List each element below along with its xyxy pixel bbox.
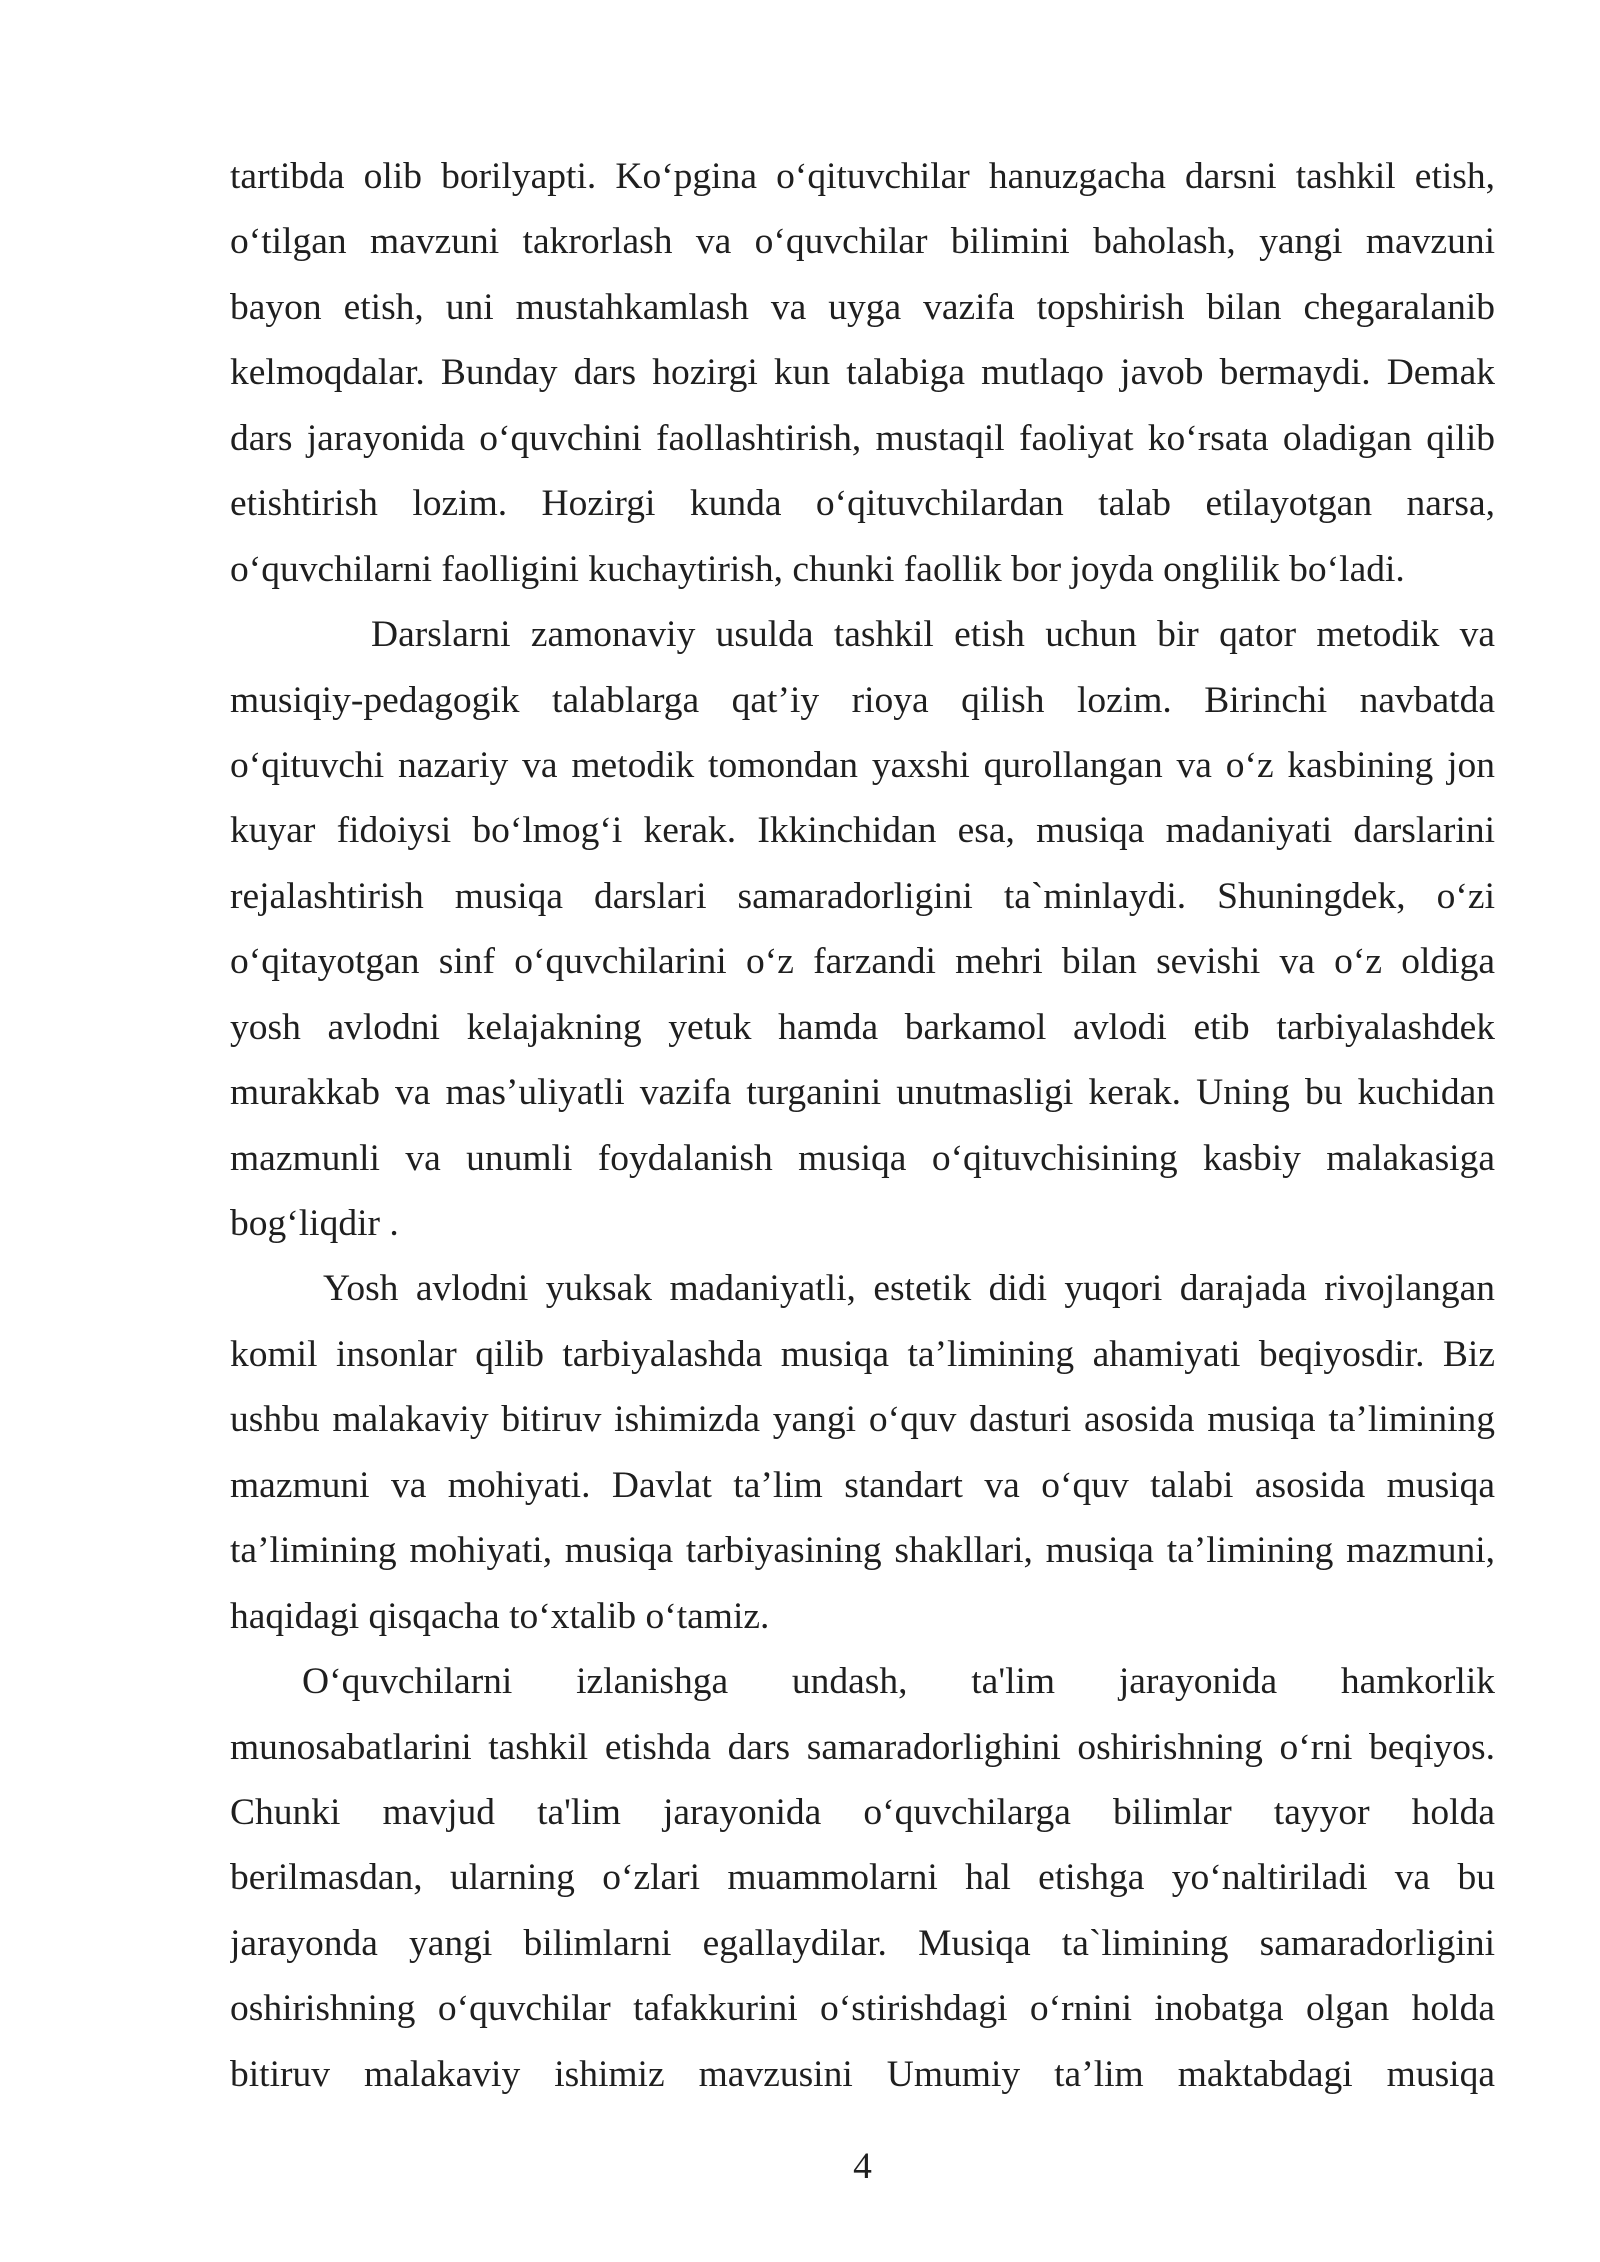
text-line: o‘qitayotgan sinf o‘quvchilarini o‘z farzandi mehri bilan sevishi va o‘z oldiga (230, 941, 1495, 983)
text-line: oshirishning o‘quvchilar tafakkurini o‘stirishdagi o‘rnini inobatga olgan holda (230, 1988, 1495, 2030)
text-line: ushbu malakaviy bitiruv ishimizda yangi o‘quv dasturi asosida musiqa ta’limining (230, 1399, 1495, 1441)
paragraph-1 (230, 144, 1495, 602)
text-line: Darslarni zamonaviy usulda tashkil etish uchun bir qator metodik va (371, 614, 1495, 656)
text-line: berilmasdan, ularning o‘zlari muammolarni hal etishga yo‘naltiriladi va bu (230, 1857, 1495, 1899)
text-line: kelmoqdalar. Bunday dars hozirgi kun talabiga mutlaqo javob bermaydi. Demak (230, 352, 1495, 394)
text-line: komil insonlar qilib tarbiyalashda musiqa ta’limining ahamiyati beqiyosdir. Biz (230, 1333, 1495, 1375)
text-line: Chunki mavjud ta'lim jarayonida o‘quvchilarga bilimlar tayyor holda (230, 1791, 1495, 1833)
text-line: munosabatlarini tashkil etishda dars samaradorlighini oshirishning o‘rni beqiyos. (230, 1726, 1495, 1768)
text-line: kuyar fidoiysi bo‘lmog‘i kerak. Ikkinchidan esa, musiqa madaniyati darslarini (230, 810, 1495, 852)
text-line: O‘quvchilarni izlanishga undash, ta'lim jarayonida hamkorlik (302, 1661, 1495, 1703)
text-line: jarayonda yangi bilimlarni egallaydilar. Musiqa ta`limining samaradorligini (230, 1922, 1495, 1964)
text-line: mazmunli va unumli foydalanish musiqa o‘qituvchisining kasbiy malakasiga (230, 1137, 1495, 1179)
text-line: o‘qituvchi nazariy va metodik tomondan yaxshi qurollangan va o‘z kasbining jon (230, 744, 1495, 786)
text-line: dars jarayonida o‘quvchini faollashtirish, mustaqil faoliyat ko‘rsata oladigan qilib (230, 417, 1495, 459)
text-line: o‘tilgan mavzuni takrorlash va o‘quvchilar bilimini baholash, yangi mavzuni (230, 221, 1495, 263)
paragraph-3 (230, 1256, 1495, 1649)
text-line: etishtirish lozim. Hozirgi kunda o‘qituvchilardan talab etilayotgan narsa, (230, 483, 1495, 525)
document-body (230, 144, 1495, 2107)
text-line: Yosh avlodni yuksak madaniyatli, estetik didi yuqori darajada rivojlangan (323, 1268, 1495, 1310)
text-line: musiqiy-pedagogik talablarga qat’iy rioya qilish lozim. Birinchi navbatda (230, 679, 1495, 721)
text-line: haqidagi qisqacha to‘xtalib o‘tamiz. (230, 1595, 770, 1637)
text-line: o‘quvchilarni faolligini kuchaytirish, chunki faollik bor joyda onglilik bo‘ladi. (230, 548, 1405, 590)
text-line: bog‘liqdir . (230, 1203, 399, 1244)
text-line: bitiruv malakaviy ishimiz mavzusini Umumiy ta’lim maktabdagi musiqa (230, 2053, 1495, 2095)
text-line: rejalashtirish musiqa darslari samaradorligini ta`minlaydi. Shuningdek, o‘zi (230, 875, 1495, 917)
paragraph-4 (230, 1649, 1495, 2107)
text-line: mazmuni va mohiyati. Davlat ta’lim standart va o‘quv talabi asosida musiqa (230, 1464, 1495, 1506)
paragraph-2 (230, 602, 1495, 1256)
page-number: 4 (853, 2146, 872, 2187)
text-line: tartibda olib borilyapti. Ko‘pgina o‘qituvchilar hanuzgacha darsni tashkil etish, (230, 156, 1495, 197)
text-line: yosh avlodni kelajakning yetuk hamda barkamol avlodi etib tarbiyalashdek (230, 1006, 1495, 1048)
text-line: bayon etish, uni mustahkamlash va uyga vazifa topshirish bilan chegaralanib (230, 286, 1495, 328)
text-line: murakkab va mas’uliyatli vazifa turganini unutmasligi kerak. Uning bu kuchidan (230, 1072, 1495, 1114)
text-line: ta’limining mohiyati, musiqa tarbiyasining shakllari, musiqa ta’limining mazmuni, (230, 1530, 1495, 1572)
